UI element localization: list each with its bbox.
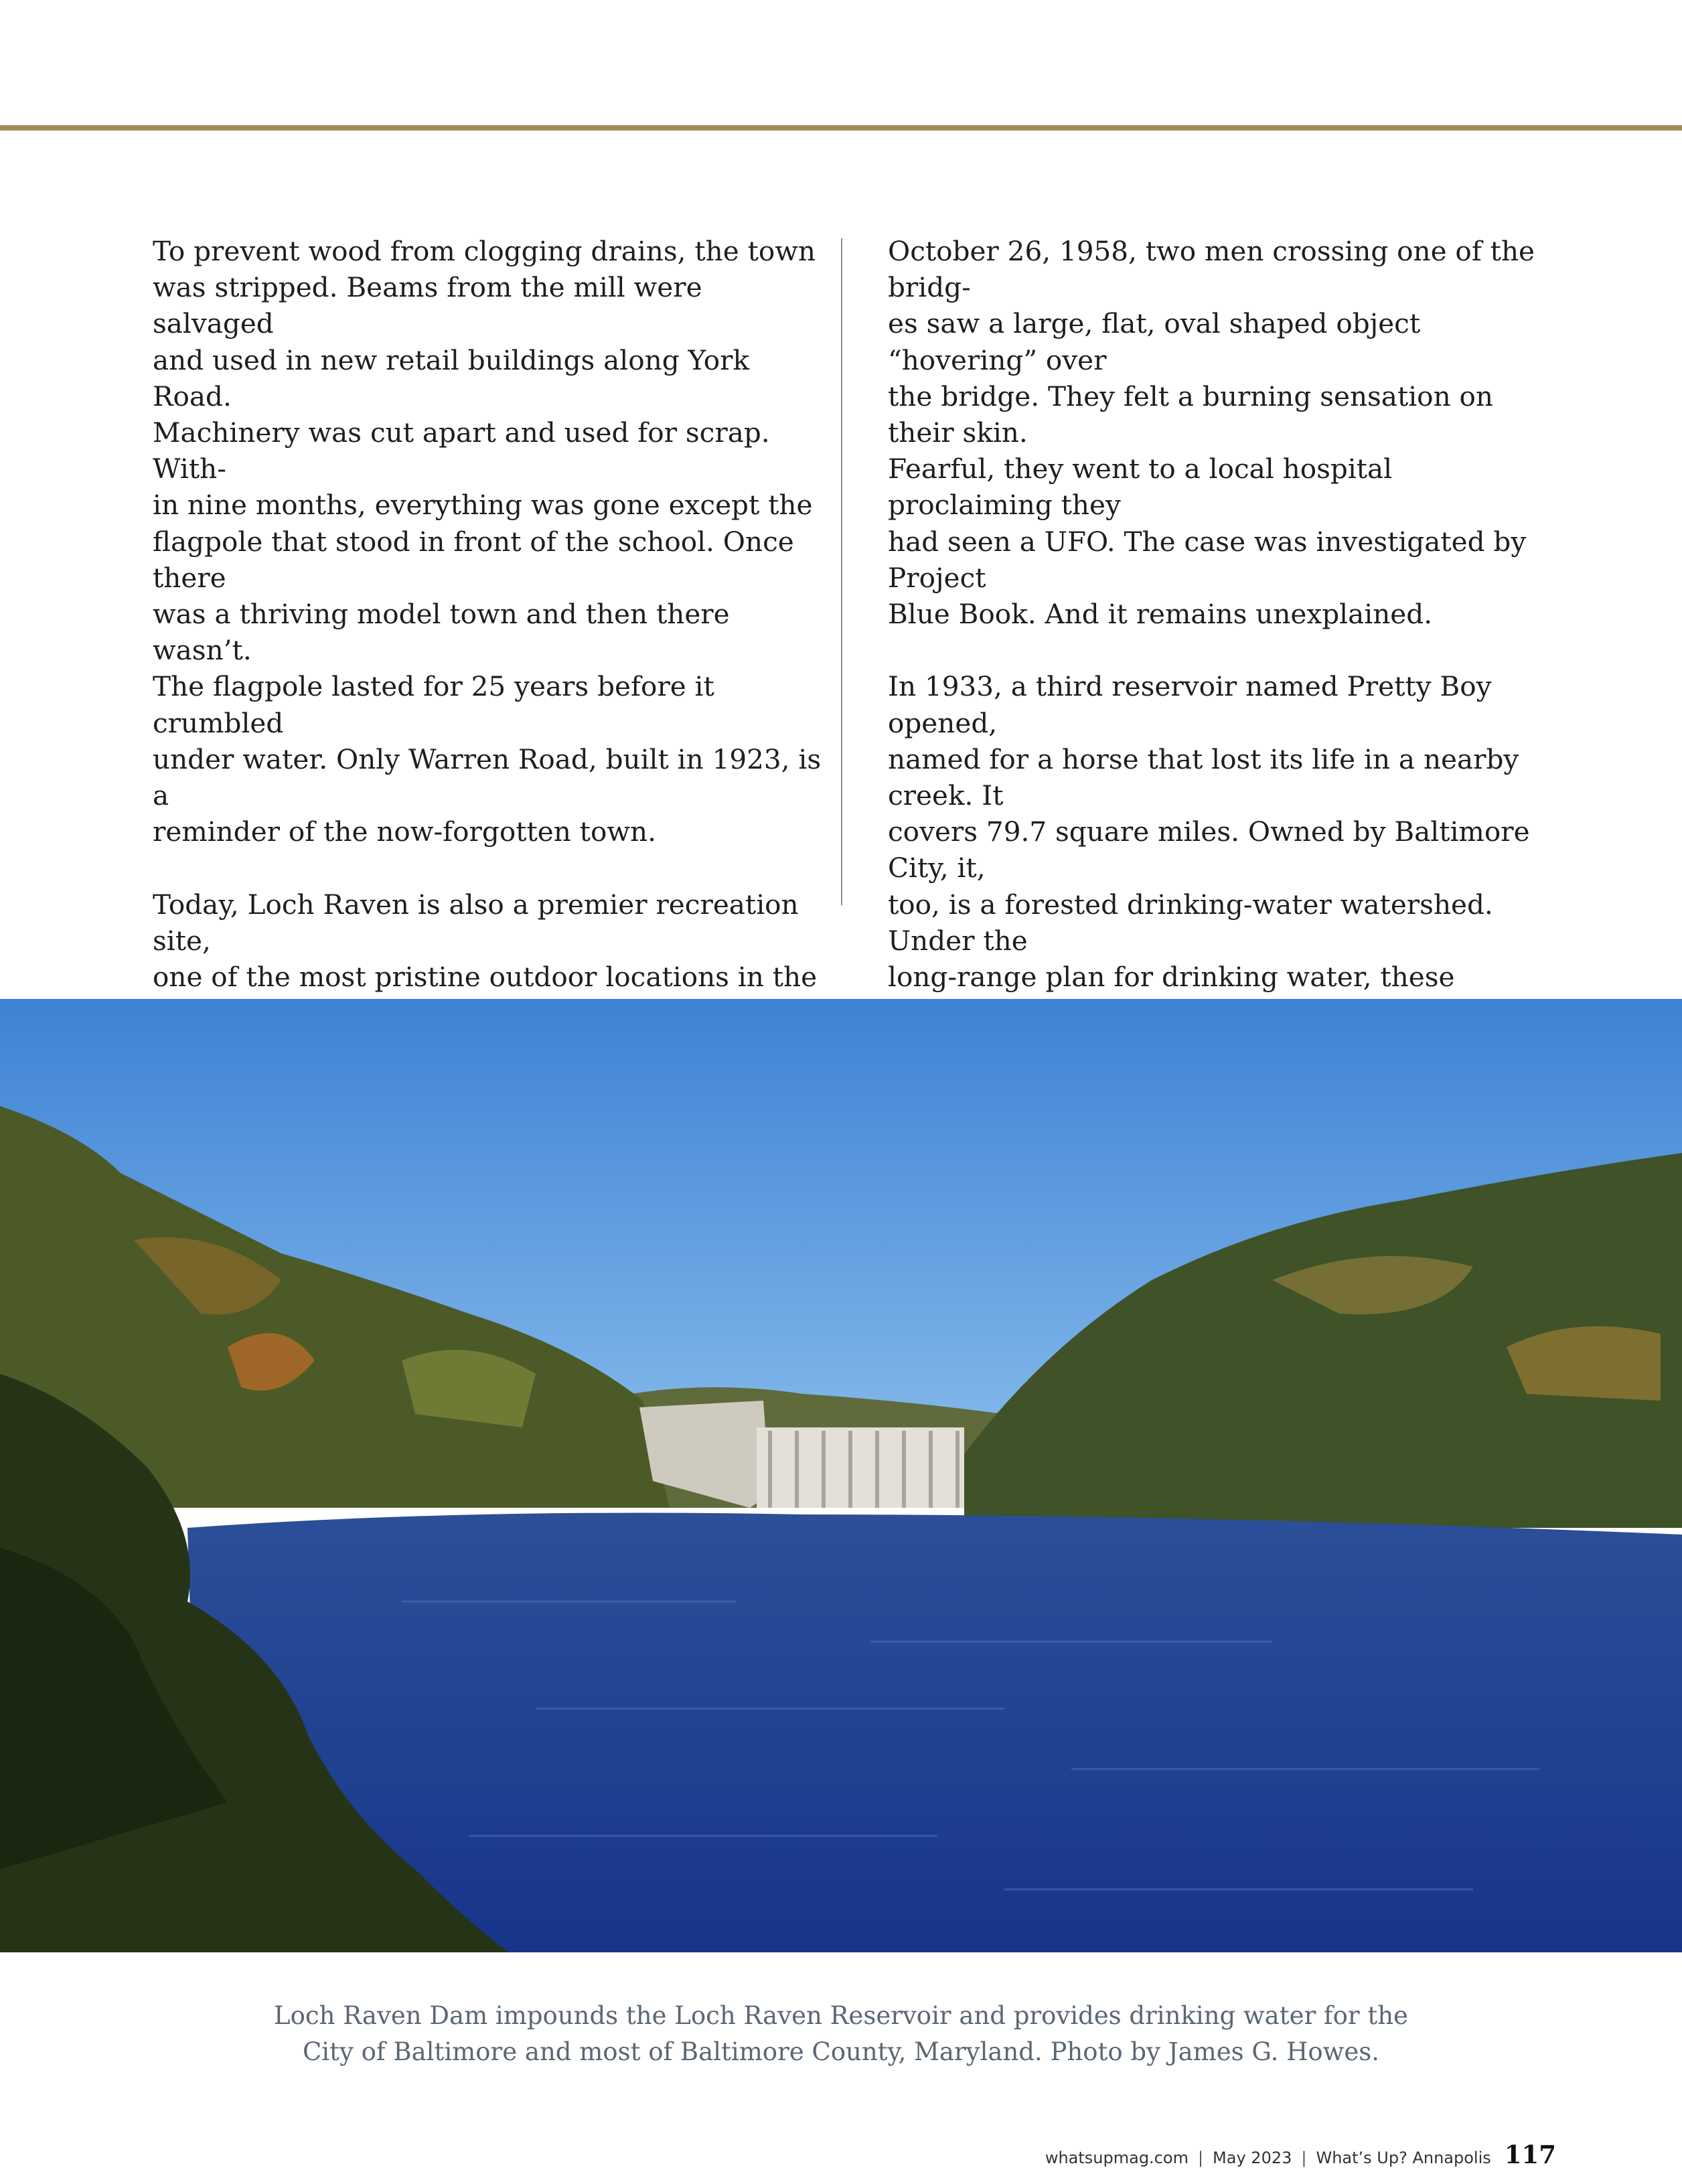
paragraph: October 26, 1958, two men crossing one of the bridg- es saw a large, flat, oval shaped object “hovering” over the bridge. They felt a burning sensation on their skin. Fearful, they went to a local hospital proclaiming they had seen a UFO. The case was investigated by Project Blue Book. And it remains unexplained. <box>888 235 1535 631</box>
footer-website: whatsupmag.com <box>1045 2149 1189 2167</box>
paragraph: Today, Loch Raven is also a premier recreation site, one of the most pristine outdoor locations in the <box>153 888 818 994</box>
footer-issue: May 2023 <box>1213 2149 1292 2167</box>
dam-spillway <box>757 1427 964 1508</box>
paragraph: In 1933, a third reservoir named Pretty Boy opened, named for a horse that lost its life in a nearby creek. It covers 79.7 square miles. Owned by Baltimore City, it, too, is a forested drinking-water watershed. Under the long-range plan for drinking water, these <box>888 670 1530 994</box>
footer-separator: | <box>1301 2149 1307 2167</box>
column-divider <box>841 238 842 905</box>
page-number: 117 <box>1504 2140 1556 2169</box>
footer-separator: | <box>1197 2149 1204 2167</box>
photo-caption: Loch Raven Dam impounds the Loch Raven Reservoir and provides drinking water for the City of Baltimore and most of Baltimore County, Maryland. Photo by James G. Howes. <box>274 2001 1408 2066</box>
paragraph: To prevent wood from clogging drains, the town was stripped. Beams from the mill were salvaged and used in new retail buildings along York Road. Machinery was cut apart and used for scrap. With- in nine months, everything was gone except the flagpole that stood in front of the school. Once there was a thriving model town and then there wasn’t. The flagpole lasted for 25 years before it crumbled under water. Only Warren Road, built in 1923, is a reminder of the now-forgotten town. <box>153 235 822 848</box>
loch-raven-dam-photo <box>0 999 1682 1952</box>
footer-publication: What’s Up? Annapolis <box>1316 2149 1491 2167</box>
top-rule <box>0 125 1682 131</box>
page-footer <box>1045 2140 1556 2169</box>
